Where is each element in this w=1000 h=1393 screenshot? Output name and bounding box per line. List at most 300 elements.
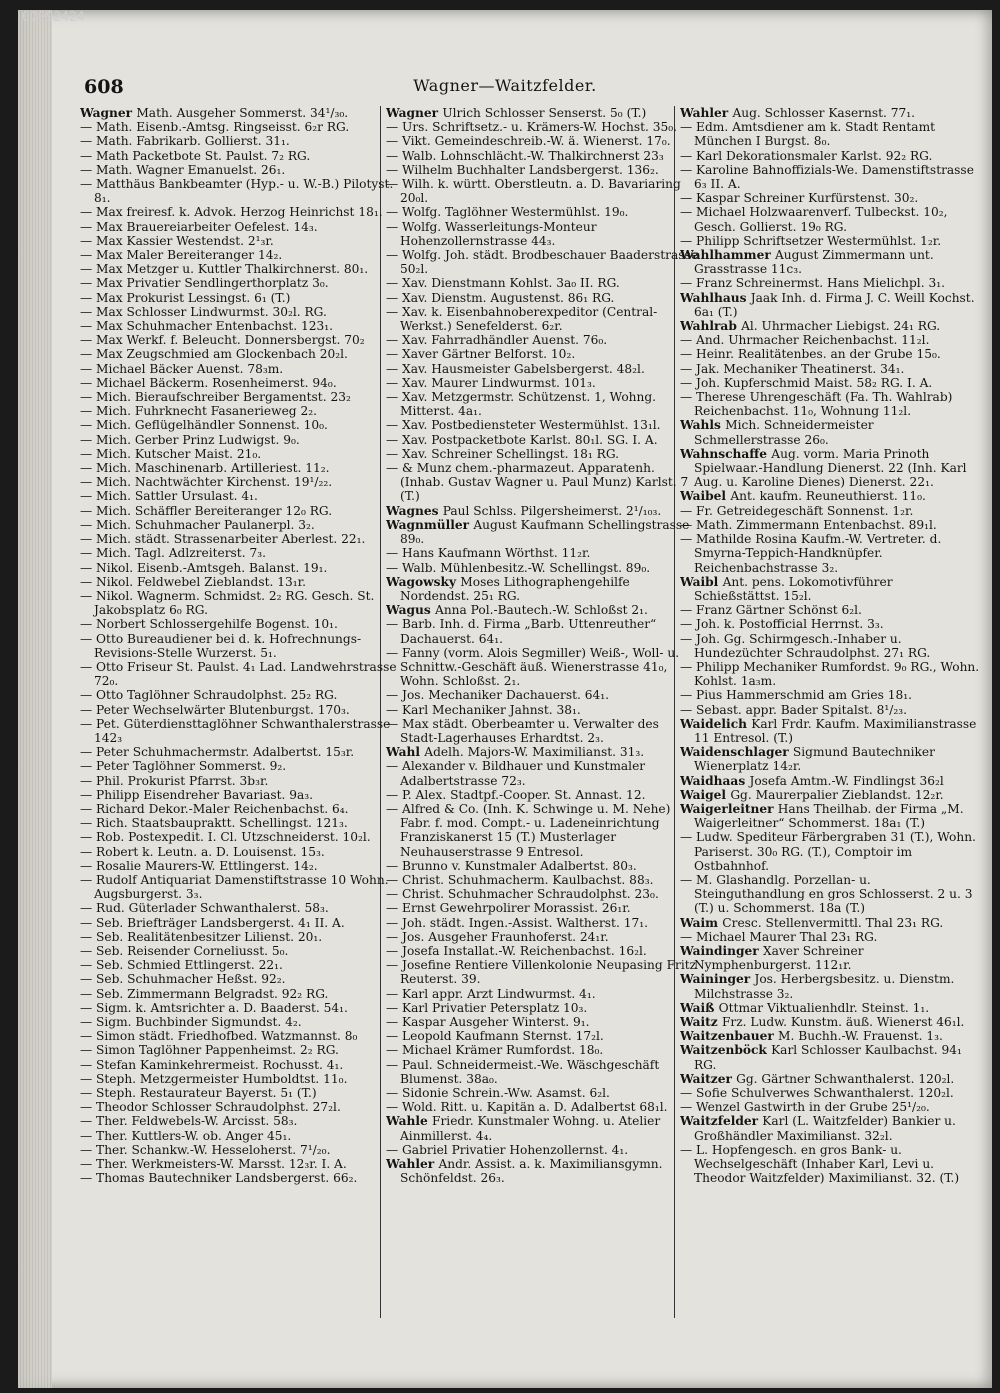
directory-entry bbox=[80, 802, 398, 816]
directory-entry bbox=[80, 1072, 398, 1086]
directory-entry bbox=[80, 291, 398, 305]
entry-text: — Max freiresf. k. Advok. Herzog Heinrichst 18₁. bbox=[80, 205, 383, 220]
directory-entry bbox=[386, 745, 698, 759]
entry-text: — Max städt. Oberbeamter u. Verwalter des Stadt-Lagerhauses Erhardtst. 2₃. bbox=[386, 716, 659, 745]
entry-text: — Hans Kaufmann Wörthst. 11₂r. bbox=[386, 546, 591, 561]
entry-text: Josefa Amtm.-W. Findlingst 36₂l bbox=[749, 773, 944, 788]
directory-entry bbox=[680, 319, 980, 333]
entry-text: — Mich. städt. Strassenarbeiter Aberlest. 22₁. bbox=[80, 532, 366, 547]
directory-entry bbox=[680, 703, 980, 717]
directory-entry bbox=[80, 220, 398, 234]
entry-surname: Wahlhaus bbox=[680, 290, 751, 305]
directory-entry bbox=[386, 603, 698, 617]
directory-entry bbox=[680, 830, 980, 873]
entry-text: — Gabriel Privatier Hohenzollernst. 4₁. bbox=[386, 1142, 629, 1157]
directory-entry bbox=[680, 390, 980, 418]
entry-text: — Christ. Schuhmacherm. Kaulbachst. 88₃. bbox=[386, 872, 654, 887]
directory-entry bbox=[386, 859, 698, 873]
entry-text: — Pius Hammerschmid am Gries 18₁. bbox=[680, 688, 913, 703]
directory-entry bbox=[386, 901, 698, 915]
entry-text: — Xav. k. Eisenbahnoberexpeditor (Central-Werkst.) Senefelderst. 6₂r. bbox=[386, 304, 658, 334]
running-head: Wagner—Waitzfelder. bbox=[413, 76, 597, 95]
entry-text: — M. Glashandlg. Porzellan- u. Steinguthandlung en gros Schlosserst. 2 u. 3 (T.) u. Schommerst. 18a (T.) bbox=[680, 872, 973, 916]
directory-entry bbox=[386, 1086, 698, 1100]
directory-entry bbox=[386, 1114, 698, 1142]
entry-text: — Sofie Schulverwes Schwanthalerst. 120₂l. bbox=[680, 1086, 954, 1101]
directory-entry bbox=[680, 163, 980, 191]
entry-text: — Joh. Kupferschmid Maist. 58₂ RG. I. A. bbox=[680, 375, 933, 390]
directory-entry bbox=[80, 333, 398, 347]
entry-text: — Seb. Realitätenbesitzer Lilienst. 20₁. bbox=[80, 929, 323, 944]
directory-entry bbox=[680, 1143, 980, 1186]
entry-surname: Waitzer bbox=[680, 1071, 737, 1086]
directory-entry bbox=[80, 177, 398, 205]
entry-text: Math. Ausgeher Sommerst. 34¹/₃₀. bbox=[136, 106, 349, 120]
directory-entry bbox=[680, 504, 980, 518]
entry-text: — Mich. Maschinenarb. Artilleriest. 11₂. bbox=[80, 461, 330, 476]
entry-text: — Norbert Schlossergehilfe Bogenst. 10₁. bbox=[80, 617, 338, 632]
directory-entry bbox=[386, 1143, 698, 1157]
directory-entry bbox=[680, 916, 980, 930]
directory-entry bbox=[80, 276, 398, 290]
entry-text: — Wilh. k. württ. Oberstleutn. a. D. Bavariaring 20₀l. bbox=[386, 177, 681, 206]
directory-entry bbox=[80, 1086, 398, 1100]
entry-text: — Seb. Reisender Corneliusst. 5₀. bbox=[80, 943, 289, 958]
directory-entry bbox=[80, 717, 398, 745]
directory-entry bbox=[80, 134, 398, 148]
entry-text: — P. Alex. Stadtpf.-Cooper. St. Annast. 12. bbox=[386, 787, 646, 802]
directory-entry bbox=[80, 589, 398, 617]
directory-entry bbox=[680, 291, 980, 319]
entry-text: — Math. Eisenb.-Amtsg. Ringseisst. 6₂r RG. bbox=[80, 120, 350, 135]
directory-entry bbox=[80, 390, 398, 404]
entry-text: — Math. Fabrikarb. Gollierst. 31₁. bbox=[80, 134, 290, 149]
directory-entry bbox=[80, 561, 398, 575]
directory-entry bbox=[386, 1100, 698, 1114]
directory-entry bbox=[386, 362, 698, 376]
entry-text: — Kaspar Schreiner Kurfürstenst. 30₂. bbox=[680, 191, 919, 206]
directory-entry bbox=[80, 418, 398, 432]
directory-entry bbox=[80, 1001, 398, 1015]
directory-entry bbox=[680, 376, 980, 390]
directory-entry bbox=[680, 248, 980, 276]
entry-text: — Franz Gärtner Schönst 6₂l. bbox=[680, 603, 862, 618]
entry-text: — Peter Wechselwärter Blutenburgst. 170₃. bbox=[80, 702, 350, 717]
entry-text: Gg. Maurerpalier Zieblandst. 12₂r. bbox=[730, 787, 944, 802]
entry-text: — Barb. Inh. d. Firma „Barb. Uttenreuther“ Dachauerst. 64₁. bbox=[386, 617, 657, 646]
entry-text: Gg. Gärtner Schwanthalerst. 120₂l. bbox=[736, 1071, 955, 1086]
directory-entry bbox=[80, 518, 398, 532]
directory-entry bbox=[680, 575, 980, 603]
directory-entry bbox=[680, 347, 980, 361]
entry-text: — Max Privatier Sendlingerthorplatz 3₀. bbox=[80, 276, 329, 291]
directory-entry bbox=[680, 603, 980, 617]
directory-entry bbox=[386, 916, 698, 930]
entry-text: — Rob. Postexpedit. I. Cl. Utzschneiderst. 10₂l. bbox=[80, 830, 371, 845]
directory-entry bbox=[80, 987, 398, 1001]
directory-entry bbox=[680, 688, 980, 702]
entry-surname: Waitzenbauer bbox=[680, 1029, 779, 1044]
entry-text: — Otto Friseur St. Paulst. 4₁ Lad. Landwehrstrasse 72₀. bbox=[80, 659, 397, 689]
entry-text: — Xav. Postpacketbote Karlst. 80₁l. SG. I. A. bbox=[386, 432, 658, 447]
directory-entry bbox=[80, 546, 398, 560]
directory-entry bbox=[386, 447, 698, 461]
entry-surname: Wahlrab bbox=[680, 319, 742, 334]
entry-surname: Wahlhammer bbox=[680, 248, 775, 263]
entry-text: — Xav. Maurer Lindwurmst. 101₃. bbox=[386, 375, 596, 390]
directory-entry bbox=[386, 546, 698, 560]
entry-text: — Wenzel Gastwirth in der Grube 25¹/₂₀. bbox=[680, 1100, 930, 1115]
entry-text: Karl Schlosser Kaulbachst. 94₁ RG. bbox=[694, 1043, 962, 1072]
directory-entry bbox=[80, 632, 398, 660]
entry-text: — Max Maler Bereiteranger 14₂. bbox=[80, 248, 283, 263]
directory-entry bbox=[680, 873, 980, 916]
entry-text: — Mich. Sattler Ursulast. 4₁. bbox=[80, 489, 258, 504]
entry-text: — & Munz chem.-pharmazeut. Apparatenh. (Inhab. Gustav Wagner u. Paul Munz) Karlst. 7 (T.) bbox=[386, 461, 689, 504]
entry-text: — Urs. Schriftsetz.- u. Krämers-W. Hochst. 35₀. bbox=[386, 120, 678, 135]
directory-entry bbox=[80, 262, 398, 276]
entry-text: — Phil. Prokurist Pfarrst. 3b₃r. bbox=[80, 773, 269, 788]
directory-entry bbox=[386, 1157, 698, 1185]
entry-text: — Michael Bäckerm. Rosenheimerst. 94₀. bbox=[80, 375, 337, 390]
directory-entry bbox=[80, 1143, 398, 1157]
entry-text: — Philipp Mechaniker Rumfordst. 9₀ RG., Wohn. Kohlst. 1a₃m. bbox=[680, 659, 980, 689]
entry-text: — Heinr. Realitätenbes. an der Grube 15₀. bbox=[680, 347, 941, 362]
directory-entry bbox=[80, 759, 398, 773]
directory-entry bbox=[680, 1001, 980, 1015]
entry-text: — Otto Taglöhner Schraudolphst. 25₂ RG. bbox=[80, 688, 338, 703]
entry-surname: Waim bbox=[680, 915, 723, 930]
entry-text: Jaak Inh. d. Firma J. C. Weill Kochst. 6a₁ (T.) bbox=[694, 290, 975, 319]
entry-text: — Vikt. Gemeindeschreib.-W. ä. Wienerst. 17₀. bbox=[386, 134, 671, 149]
directory-entry bbox=[386, 788, 698, 802]
entry-text: — Max Schuhmacher Entenbachst. 123₁. bbox=[80, 319, 334, 334]
directory-entry bbox=[680, 149, 980, 163]
entry-text: Frz. Ludw. Kunstm. äuß. Wienerst 46₁l. bbox=[721, 1015, 965, 1029]
directory-entry bbox=[386, 205, 698, 219]
entry-text: Ant. kaufm. Reuneuthierst. 11₀. bbox=[730, 489, 926, 504]
directory-column-1 bbox=[80, 106, 398, 1318]
entry-text: — Xav. Postbediensteter Westermühlst. 13₁l. bbox=[386, 418, 661, 433]
directory-entry bbox=[680, 617, 980, 631]
directory-entry bbox=[680, 489, 980, 503]
directory-entry bbox=[386, 149, 698, 163]
directory-entry bbox=[80, 532, 398, 546]
entry-text: — Xav. Fahrradhändler Auenst. 76₀. bbox=[386, 333, 608, 348]
directory-entry bbox=[386, 276, 698, 290]
directory-entry bbox=[386, 1043, 698, 1057]
entry-text: — Wolfg. Taglöhner Westermühlst. 19₀. bbox=[386, 205, 629, 220]
directory-entry bbox=[386, 887, 698, 901]
directory-entry bbox=[386, 347, 698, 361]
entry-text: Karl Frdr. Kaufm. Maximilianstrasse 11 Entresol. (T.) bbox=[694, 716, 977, 745]
directory-entry bbox=[80, 205, 398, 219]
directory-entry bbox=[680, 1072, 980, 1086]
entry-surname: Wahle bbox=[386, 1114, 433, 1129]
directory-entry bbox=[80, 305, 398, 319]
directory-entry bbox=[80, 1058, 398, 1072]
entry-text: — Theodor Schlosser Schraudolphst. 27₂l. bbox=[80, 1100, 341, 1115]
entry-surname: Wahnschaffe bbox=[680, 446, 772, 461]
entry-text: — Xav. Dienstmann Kohlst. 3a₀ II. RG. bbox=[386, 276, 620, 291]
entry-text: — Nikol. Feldwebel Zieblandst. 13₁r. bbox=[80, 574, 306, 589]
directory-entry bbox=[80, 504, 398, 518]
directory-entry bbox=[80, 447, 398, 461]
entry-surname: Wagus bbox=[386, 603, 436, 618]
entry-surname: Waitz bbox=[680, 1015, 722, 1029]
directory-entry bbox=[386, 1029, 698, 1043]
entry-text: — And. Uhrmacher Reichenbachst. 11₂l. bbox=[680, 333, 930, 348]
directory-entry bbox=[80, 1171, 398, 1185]
entry-text: — Walb. Lohnschlächt.-W. Thalkirchnerst 23₃ bbox=[386, 148, 664, 163]
directory-entry bbox=[80, 575, 398, 589]
entry-surname: Wagner bbox=[386, 106, 443, 120]
entry-text: August Kaufmann Schellingstrasse 89₀. bbox=[400, 517, 690, 547]
entry-surname: Waitzenböck bbox=[680, 1043, 772, 1058]
entry-text: — Mich. Tagl. Adlzreiterst. 7₃. bbox=[80, 546, 266, 561]
directory-entry bbox=[386, 248, 698, 276]
entry-text: — Xav. Metzgermstr. Schützenst. 1, Wohng. Mitterst. 4a₁. bbox=[386, 390, 657, 419]
directory-entry bbox=[80, 845, 398, 859]
entry-text: — Ther. Schankw.-W. Hesseloherst. 7¹/₂₀. bbox=[80, 1142, 331, 1157]
directory-entry bbox=[680, 788, 980, 802]
entry-text: — Steph. Metzgermeister Humboldtst. 11₀. bbox=[80, 1071, 348, 1086]
entry-text: — Philipp Eisendreher Bavariast. 9a₃. bbox=[80, 787, 314, 802]
entry-text: — Xav. Schreiner Schellingst. 18₁ RG. bbox=[386, 446, 620, 461]
directory-entry bbox=[680, 972, 980, 1000]
directory-entry bbox=[680, 717, 980, 745]
entry-text: Paul Schlss. Pilgersheimerst. 2¹/₁₀₃. bbox=[442, 503, 662, 518]
directory-entry bbox=[80, 362, 398, 376]
directory-entry bbox=[80, 703, 398, 717]
entry-text: — Mich. Fuhrknecht Fasanerieweg 2₂. bbox=[80, 404, 317, 419]
directory-entry bbox=[80, 1114, 398, 1128]
directory-entry bbox=[680, 1086, 980, 1100]
entry-text: — Math. Zimmermann Entenbachst. 89₁l. bbox=[680, 517, 937, 532]
entry-text: — Josefine Rentiere Villenkolonie Neupasing Fritz Reuterst. 39. bbox=[386, 958, 697, 987]
directory-entry bbox=[386, 1001, 698, 1015]
entry-text: — Josefa Installat.-W. Reichenbachst. 16₂l. bbox=[386, 943, 647, 958]
entry-text: Jos. Herbergsbesitz. u. Dienstm. Milchstrasse 3₂. bbox=[694, 972, 955, 1001]
directory-entry bbox=[80, 660, 398, 688]
entry-text: — Michael Holzwaarenverf. Tulbeckst. 10₂, Gesch. Gollierst. 19₀ RG. bbox=[680, 205, 948, 234]
directory-entry bbox=[680, 333, 980, 347]
directory-entry bbox=[80, 830, 398, 844]
directory-entry bbox=[386, 1015, 698, 1029]
directory-entry bbox=[680, 1015, 980, 1029]
directory-entry bbox=[80, 1100, 398, 1114]
entry-text: — Fanny (vorm. Alois Segmiller) Weiß-, Woll- u. Schnittw.-Geschäft äuß. Wienerstrasse 41₀, Wohn. Schloßst. 2₁. bbox=[386, 645, 680, 689]
directory-entry bbox=[386, 944, 698, 958]
entry-surname: Wagnes bbox=[386, 503, 443, 518]
directory-entry bbox=[80, 461, 398, 475]
page-edge-shading bbox=[18, 10, 52, 1388]
entry-text: Andr. Assist. a. k. Maximiliansgymn. Schönfeldst. 26₃. bbox=[400, 1157, 663, 1186]
entry-text: — Fr. Getreidegeschäft Sonnenst. 1₂r. bbox=[680, 503, 914, 518]
directory-entry bbox=[386, 987, 698, 1001]
directory-entry bbox=[386, 305, 698, 333]
directory-entry bbox=[680, 276, 980, 290]
directory-page bbox=[18, 10, 992, 1388]
entry-text: Mich. Schneidermeister Schmellerstrasse 26₀. bbox=[694, 418, 874, 447]
entry-text: — Peter Taglöhner Sommerst. 9₂. bbox=[80, 759, 287, 774]
entry-text: Anna Pol.-Bautech.-W. Schloßst 2₁. bbox=[435, 603, 648, 618]
directory-entry bbox=[80, 873, 398, 901]
entry-surname: Wahler bbox=[386, 1157, 439, 1172]
entry-text: — Max Prokurist Lessingst. 6₁ (T.) bbox=[80, 290, 291, 305]
entry-text: — Sidonie Schrein.-Ww. Asamst. 6₂l. bbox=[386, 1086, 610, 1101]
entry-text: — Alfred & Co. (Inh. K. Schwinge u. M. Nehe) Fabr. f. mod. Compt.- u. Ladeneinrichtung Franziskanerst 15 (T.) Musterlager Neuhauserstrasse 9 Entresol. bbox=[386, 801, 671, 859]
entry-surname: Waindinger bbox=[680, 943, 763, 958]
directory-entry bbox=[386, 390, 698, 418]
scan-id: 00092424 bbox=[22, 10, 85, 25]
entry-surname: Waibel bbox=[680, 489, 731, 504]
entry-surname: Waigel bbox=[680, 787, 731, 802]
entry-text: — Wilhelm Buchhalter Landsbergerst. 136₂. bbox=[386, 162, 659, 177]
entry-text: — Sigm. k. Amtsrichter a. D. Baaderst. 54₁. bbox=[80, 1000, 348, 1015]
entry-text: — Sebast. appr. Bader Spitalst. 8¹/₂₃. bbox=[680, 702, 908, 717]
directory-column-2 bbox=[386, 106, 698, 1318]
entry-text: — Michael Bäcker Auenst. 78₃m. bbox=[80, 361, 284, 376]
directory-entry bbox=[80, 404, 398, 418]
directory-entry bbox=[680, 362, 980, 376]
directory-entry bbox=[80, 106, 398, 120]
entry-text: — Pet. Güterdiensttaglöhner Schwanthalerstrasse 142₃ bbox=[80, 716, 391, 745]
directory-entry bbox=[680, 205, 980, 233]
entry-text: Hans Theilhab. der Firma „M. Waigerleitner“ Schommerst. 18a₁ (T.) bbox=[694, 801, 964, 831]
directory-entry bbox=[680, 234, 980, 248]
directory-entry bbox=[680, 418, 980, 446]
directory-entry bbox=[386, 759, 698, 787]
directory-entry bbox=[386, 646, 698, 689]
entry-text: — Michael Krämer Rumfordst. 18₀. bbox=[386, 1043, 604, 1058]
directory-entry bbox=[680, 774, 980, 788]
directory-entry bbox=[386, 177, 698, 205]
entry-text: — Ernst Gewehrpolirer Morassist. 26₁r. bbox=[386, 901, 631, 916]
directory-entry bbox=[680, 930, 980, 944]
entry-text: Aug. Schlosser Kasernst. 77₁. bbox=[732, 106, 916, 120]
entry-text: Karl (L. Waitzfelder) Bankier u. Großhändler Maximilianst. 32₂l. bbox=[694, 1114, 956, 1143]
entry-text: Aug. vorm. Maria Prinoth Spielwaar.-Handlung Dienerst. 22 (Inh. Karl Aug. u. Karoline Dienes) Dienerst. 22₁. bbox=[694, 446, 967, 490]
entry-surname: Wahl bbox=[386, 745, 425, 760]
entry-text: — Xav. Dienstm. Augustenst. 86₁ RG. bbox=[386, 290, 615, 305]
entry-surname: Waininger bbox=[680, 972, 755, 987]
directory-entry bbox=[80, 816, 398, 830]
entry-text: — Ther. Werkmeisters-W. Marsst. 12₃r. I. A. bbox=[80, 1157, 347, 1172]
directory-entry bbox=[80, 120, 398, 134]
directory-entry bbox=[80, 163, 398, 177]
entry-text: — Max Brauereiarbeiter Oefelest. 14₃. bbox=[80, 219, 318, 234]
directory-entry bbox=[80, 901, 398, 915]
entry-text: Cresc. Stellenvermittl. Thal 23₁ RG. bbox=[722, 915, 944, 930]
entry-text: Ulrich Schlosser Senserst. 5₀ (T.) bbox=[442, 106, 647, 120]
directory-entry bbox=[680, 1043, 980, 1071]
entry-text: — Wold. Ritt. u. Kapitän a. D. Adalbertst 68₁l. bbox=[386, 1100, 668, 1115]
directory-entry bbox=[680, 1100, 980, 1114]
directory-entry bbox=[80, 1029, 398, 1043]
entry-text: — Christ. Schuhmacher Schraudolphst. 23₀. bbox=[386, 887, 659, 902]
entry-text: — Rich. Staatsbaupraktt. Schellingst. 121₃. bbox=[80, 816, 348, 831]
entry-text: — Jos. Mechaniker Dachauerst. 64₁. bbox=[386, 688, 609, 703]
directory-entry bbox=[386, 958, 698, 986]
entry-text: — Simon städt. Friedhofbed. Watzmannst. 8₀ bbox=[80, 1029, 358, 1044]
entry-text: — Ther. Kuttlers-W. ob. Anger 45₁. bbox=[80, 1128, 292, 1143]
entry-text: — Steph. Restaurateur Bayerst. 5₁ (T.) bbox=[80, 1086, 317, 1101]
directory-entry bbox=[80, 475, 398, 489]
entry-text: — Rud. Güterlader Schwanthalerst. 58₃. bbox=[80, 901, 329, 916]
entry-text: — Max Metzger u. Kuttler Thalkirchnerst. 80₁. bbox=[80, 262, 369, 277]
entry-surname: Waigerleitner bbox=[680, 801, 778, 816]
directory-entry bbox=[80, 916, 398, 930]
entry-text: — Leopold Kaufmann Sternst. 17₂l. bbox=[386, 1029, 604, 1044]
entry-text: — L. Hopfengesch. en gros Bank- u. Wechselgeschäft (Inhaber Karl, Levi u. Theodor Waitzfelder) Maximilianst. 32. (T.) bbox=[680, 1142, 960, 1186]
entry-text: — Nikol. Eisenb.-Amtsgeh. Balanst. 19₁. bbox=[80, 560, 328, 575]
directory-entry bbox=[680, 447, 980, 490]
entry-text: — Simon Taglöhner Pappenheimst. 2₂ RG. bbox=[80, 1043, 339, 1058]
entry-text: — Philipp Schriftsetzer Westermühlst. 1₂r. bbox=[680, 233, 942, 248]
entry-text: — Max Schlosser Lindwurmst. 30₂l. RG. bbox=[80, 304, 327, 319]
entry-text: — Seb. Zimmermann Belgradst. 92₂ RG. bbox=[80, 986, 329, 1001]
entry-text: — Karoline Bahnoffizials-We. Damenstiftstrasse 6₃ II. A. bbox=[680, 162, 974, 192]
directory-entry bbox=[386, 291, 698, 305]
directory-entry bbox=[680, 1029, 980, 1043]
directory-entry bbox=[680, 532, 980, 575]
directory-entry bbox=[680, 632, 980, 660]
directory-entry bbox=[680, 802, 980, 830]
entry-surname: Waidhaas bbox=[680, 773, 750, 788]
entry-text: — Brunno v. Kunstmaler Adalbertst. 80₃. bbox=[386, 858, 637, 873]
directory-entry bbox=[80, 347, 398, 361]
entry-text: — Kaspar Ausgeher Winterst. 9₁. bbox=[386, 1015, 590, 1029]
entry-text: — Xav. Hausmeister Gabelsbergerst. 48₂l. bbox=[386, 361, 645, 376]
directory-entry bbox=[386, 333, 698, 347]
entry-text: — Matthäus Bankbeamter (Hyp.- u. W.-B.) Pilotyst. 8₁. bbox=[80, 177, 394, 206]
entry-text: — Karl appr. Arzt Lindwurmst. 4₁. bbox=[386, 986, 596, 1001]
directory-entry bbox=[680, 120, 980, 148]
entry-text: — Jak. Mechaniker Theatinerst. 34₁. bbox=[680, 361, 905, 376]
directory-entry bbox=[386, 688, 698, 702]
entry-text: — Thomas Bautechniker Landsbergerst. 66₂. bbox=[80, 1171, 358, 1186]
directory-entry bbox=[386, 518, 698, 546]
directory-entry bbox=[80, 617, 398, 631]
directory-entry bbox=[80, 958, 398, 972]
entry-surname: Wagnmüller bbox=[386, 517, 474, 532]
entry-text: — Mathilde Rosina Kaufm.-W. Vertreter. d. Smyrna-Teppich-Handknüpfer. Reichenbachstrasse 3₂. bbox=[680, 532, 942, 575]
entry-surname: Waitzfelder bbox=[680, 1114, 763, 1129]
entry-text: — Paul. Schneidermeist.-We. Wäschgeschäft Blumenst. 38a₀. bbox=[386, 1057, 660, 1086]
directory-entry bbox=[80, 1157, 398, 1171]
entry-text: — Mich. Schuhmacher Paulanerpl. 3₂. bbox=[80, 517, 315, 532]
directory-entry bbox=[80, 433, 398, 447]
entry-text: — Nikol. Wagnerm. Schmidst. 2₂ RG. Gesch. St. Jakobsplatz 6₀ RG. bbox=[80, 588, 375, 618]
entry-text: — Michael Maurer Thal 23₁ RG. bbox=[680, 929, 878, 944]
directory-entry bbox=[386, 418, 698, 432]
directory-entry bbox=[80, 1129, 398, 1143]
directory-entry bbox=[386, 106, 698, 120]
entry-text: — Franz Schreinermst. Hans Mielichpl. 3₁. bbox=[680, 276, 945, 291]
page-number: 608 bbox=[84, 76, 124, 98]
directory-entry bbox=[680, 1114, 980, 1142]
entry-text: — Peter Schuhmachermstr. Adalbertst. 15₃r. bbox=[80, 745, 355, 760]
directory-entry bbox=[386, 802, 698, 859]
directory-entry bbox=[80, 248, 398, 262]
entry-text: — Joh. Gg. Schirmgesch.-Inhaber u. Hundezüchter Schraudolphst. 27₁ RG. bbox=[680, 631, 931, 660]
entry-text: — Mich. Nachtwächter Kirchenst. 19¹/₂₂. bbox=[80, 475, 333, 490]
entry-text: — Max Zeugschmied am Glockenbach 20₂l. bbox=[80, 347, 348, 362]
entry-text: — Rudolf Antiquariat Damenstiftstrasse 10 Wohn. Augsburgerst. 3₃. bbox=[80, 872, 389, 902]
directory-entry bbox=[680, 518, 980, 532]
entry-text: — Joh. städt. Ingen.-Assist. Waltherst. 17₁. bbox=[386, 915, 648, 930]
